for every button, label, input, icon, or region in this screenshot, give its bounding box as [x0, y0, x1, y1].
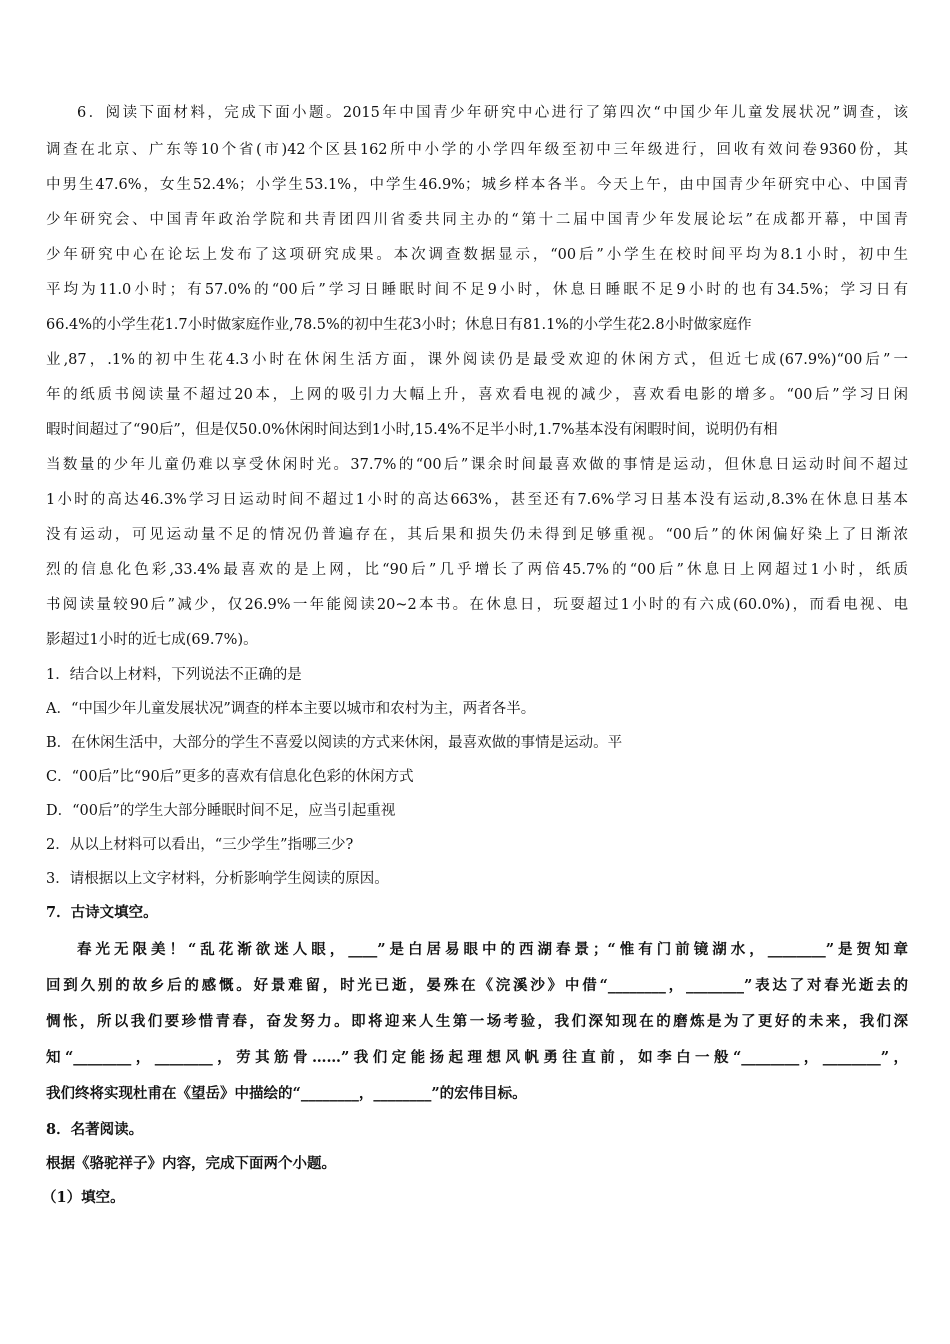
q6-sub-1: 1．结合以上材料，下列说法不正确的是: [46, 667, 302, 683]
q6-line-2: 调查在北京、广东等10个省(市)42个区县162所中小学的小学四年级至初中三年级进行，回收有效问卷9360份，其: [46, 142, 908, 158]
q8-intro: 根据《骆驼祥子》内容，完成下面两个小题。: [46, 1155, 336, 1172]
q6-line-13: 没有运动，可见运动量不足的情况仍普遍存在，其后果和损失仍未得到足够重视。“00后”的休闲偏好染上了日渐浓: [46, 527, 908, 543]
q6-line-3: 中男生47.6%，女生52.4%；小学生53.1%，中学生46.9%；城乡样本各半。今天上午，由中国青少年研究中心、中国青: [46, 177, 908, 193]
q6-sub-2: 2．从以上材料可以看出，“三少学生”指哪三少?: [46, 837, 354, 853]
q6-line-10: 暇时间超过了“90后”，但是仅50.0%休闲时间达到1小时,15.4%不足半小时,1.7%基本没有闲暇时间，说明仍有相: [46, 422, 778, 438]
q6-line-14: 烈的信息化色彩,33.4%最喜欢的是上网，比“90后”几乎增长了两倍45.7%的“00后”休息日上网超过1小时，纸质: [46, 562, 908, 578]
q6-line-9: 年的纸质书阅读量不超过20本，上网的吸引力大幅上升，喜欢看电视的减少，喜欢看电影的增多。“00后”学习日闲: [46, 387, 908, 403]
q6-sub-3: 3．请根据以上文字材料，分析影响学生阅读的原因。: [46, 871, 389, 887]
q6-line-5: 少年研究中心在论坛上发布了这项研究成果。本次调查数据显示，“00后”小学生在校时间平均为8.1小时，初中生: [46, 247, 908, 263]
q6-option-a: A．“中国少年儿童发展状况”调查的样本主要以城市和农村为主，两者各半。: [46, 701, 536, 717]
q6-option-d: D．“00后”的学生大部分睡眠时间不足，应当引起重视: [46, 803, 396, 819]
q6-option-b: B．在休闲生活中，大部分的学生不喜爱以阅读的方式来休闲，最喜欢做的事情是运动。平: [46, 735, 623, 751]
q7-line-2: 回到久别的故乡后的感慨。好景难留，时光已逝，晏殊在《浣溪沙》中借“________，________”表达了对春光逝去的: [46, 977, 908, 994]
q7-line-5: 我们终将实现杜甫在《望岳》中描绘的“________，________”的宏伟目标。: [46, 1085, 527, 1102]
q7-line-3: 惆怅，所以我们要珍惜青春，奋发努力。即将迎来人生第一场考验，我们深知现在的磨炼是为了更好的未来，我们深: [46, 1013, 908, 1030]
q7-line-1: 春光无限美！“乱花渐欲迷人眼，____”是白居易眼中的西湖春景；“惟有门前镜湖水，________”是贺知章: [77, 941, 908, 958]
q6-line-8: 业,87，.1%的初中生花4.3小时在休闲生活方面，课外阅读仍是最受欢迎的休闲方式，但近七成(67.9%)“00后”一: [46, 352, 908, 368]
q6-line-15: 书阅读量较90后”减少，仅26.9%一年能阅读20~2本书。在休息日，玩耍超过1小时的有六成(60.0%)，而看电视、电: [46, 597, 908, 613]
q6-line-16: 影超过1小时的近七成(69.7%)。: [46, 632, 258, 648]
q6-line-12: 1小时的高达46.3%学习日运动时间不超过1小时的高达663%，甚至还有7.6%学习日基本没有运动,8.3%在休息日基本: [46, 492, 908, 508]
q6-line-4: 少年研究会、中国青年政治学院和共青团四川省委共同主办的“第十二届中国青少年发展论坛”在成都开幕，中国青: [46, 212, 908, 228]
q6-line-7: 66.4%的小学生花1.7小时做家庭作业,78.5%的初中生花3小时；休息日有81.1%的小学生花2.8小时做家庭作: [46, 317, 752, 333]
q6-line-6: 平均为11.0小时；有57.0%的“00后”学习日睡眠时间不足9小时，休息日睡眠不足9小时的也有34.5%；学习日有: [46, 282, 908, 298]
q8-heading: 8．名著阅读。: [46, 1121, 144, 1138]
q8-sub-1: （1）填空。: [42, 1189, 125, 1206]
q6-option-c: C．“00后”比“90后”更多的喜欢有信息化色彩的休闲方式: [46, 769, 414, 785]
q6-line-1: 6．阅读下面材料，完成下面小题。2015年中国青少年研究中心进行了第四次“中国少年儿童发展状况”调查，该: [77, 105, 908, 121]
q7-line-4: 知“________，________，劳其筋骨……”我们定能扬起理想风帆勇往直前，如李白一般“________，________”，: [46, 1049, 908, 1066]
q7-heading: 7．古诗文填空。: [46, 904, 158, 921]
q6-line-11: 当数量的少年儿童仍难以享受休闲时光。37.7%的“00后”课余时间最喜欢做的事情是运动，但休息日运动时间不超过: [46, 457, 908, 473]
